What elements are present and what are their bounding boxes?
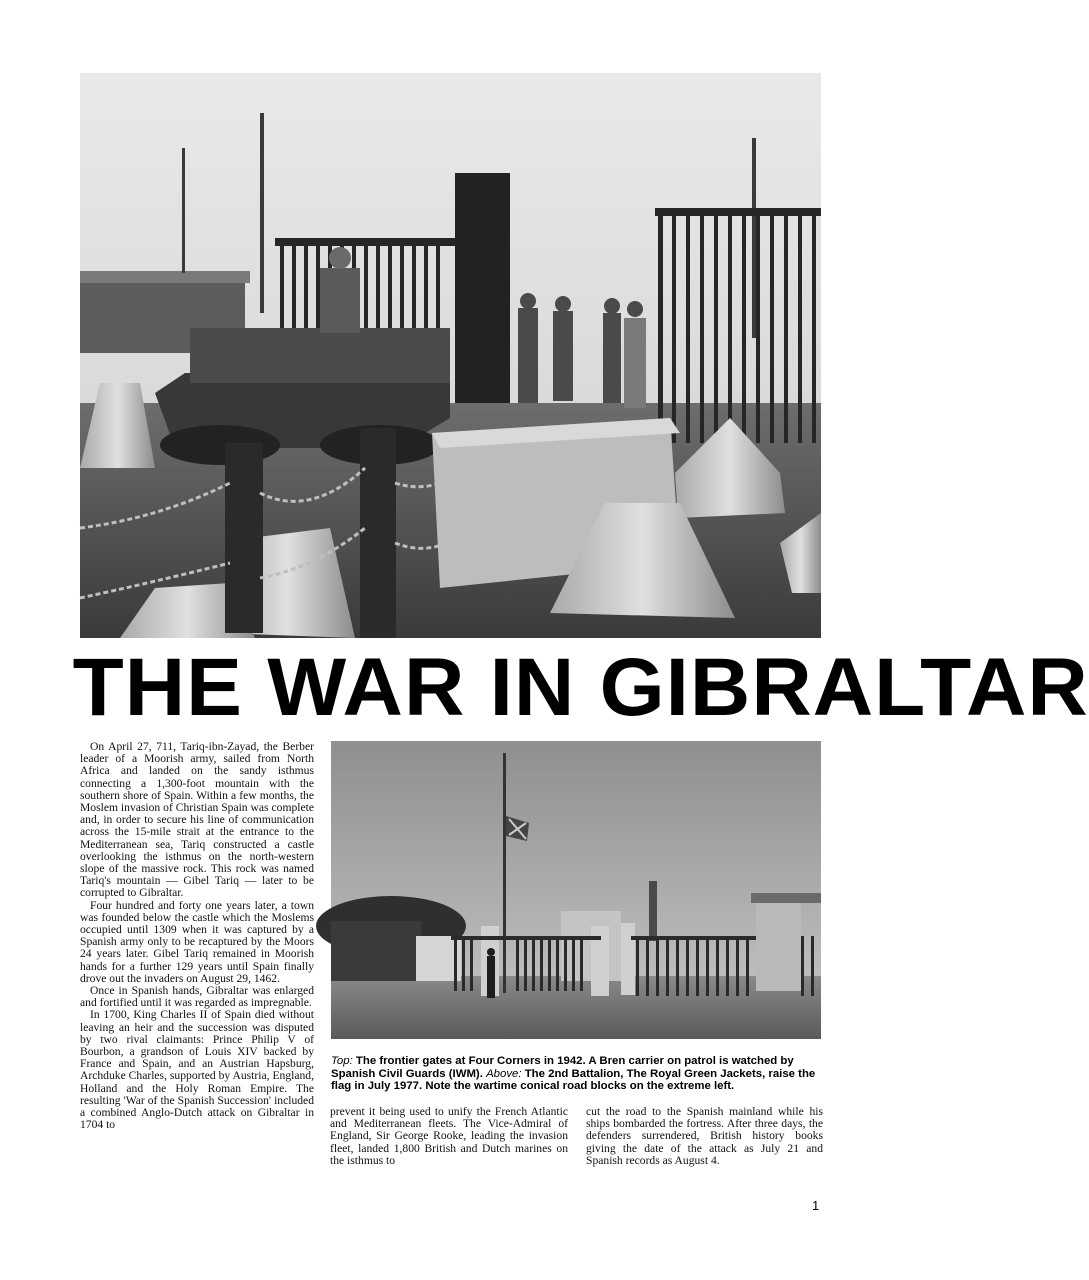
page-number: 1 xyxy=(812,1198,820,1213)
caption-above-label: Above: xyxy=(486,1067,522,1080)
caption-above-text: The 2nd Battalion, The Royal Green Jackets, raise the flag in July 1977. Note the wartime conical road blocks on the extreme left. xyxy=(331,1067,816,1093)
body-paragraph: prevent it being used to unify the French Atlantic and Mediterranean fleets. The Vice-Admiral of England, Sir George Rooke, leading the invasion fleet, landed 1,800 British and Dutch marines on the isthmus to xyxy=(330,1105,568,1167)
photo-caption xyxy=(331,1055,823,1093)
caption-top-text: The frontier gates at Four Corners in 1942. A Bren carrier on patrol is watched by Spanish Civil Guards (IWM). xyxy=(331,1055,794,1080)
body-paragraph: On April 27, 711, Tariq-ibn-Zayad, the Berber leader of a Moorish army, sailed from North Africa and landed on the sandy isthmus connecting a 1,300-foot mountain with the southern shore of Spain. Within a few months, the Moslem invasion of Christian Spain was complete and, in order to secure his line of communication across the 15-mile strait at the entrance to the Mediterranean sea, Tariq constructed a castle overlooking the isthmus on the north-western slope of the massive rock. This rock was named Tariq's mountain — Gibel Tariq — later to be corrupted to Gibraltar. xyxy=(80,740,314,900)
body-column-1 xyxy=(80,741,314,1132)
caption-top-label: Top: xyxy=(331,1055,353,1067)
body-column-3 xyxy=(586,1106,823,1167)
body-paragraph: Once in Spanish hands, Gibraltar was enlarged and fortified until it was regarded as impregnable. xyxy=(80,984,314,1010)
photo-frontier-gates-1942 xyxy=(80,73,821,638)
body-paragraph: In 1700, King Charles II of Spain died without leaving an heir and the succession was disputed by two rival claimants: Prince Philip V of Bourbon, a grandson of Louis XIV backed by France and Spain, and an Austrian Hapsburg, Archduke Charles, supported by Austria, England, Holland and the Holy Roman Empire. The resulting 'War of the Spanish Succession' included a combined Anglo-Dutch attack on Gibraltar in 1704 to xyxy=(80,1008,314,1132)
body-paragraph: cut the road to the Spanish mainland while his ships bombarded the fortress. After three days, the defenders surrendered, British history books giving the date of the attack as July 21 and Spanish records as August 4. xyxy=(586,1105,823,1167)
body-paragraph: Four hundred and forty one years later, a town was founded below the castle which the Moslems occupied until 1309 when it was captured by a Spanish army only to be recaptured by the Moors 24 years later. Gibel Tariq remained in Moorish hands for a further 129 years until Spain finally drove out the invaders on August 29, 1462. xyxy=(80,898,314,985)
body-column-2 xyxy=(330,1106,568,1167)
headline: THE WAR IN GIBRALTAR xyxy=(72,642,1089,733)
photo-flag-raising-1977 xyxy=(331,741,821,1039)
